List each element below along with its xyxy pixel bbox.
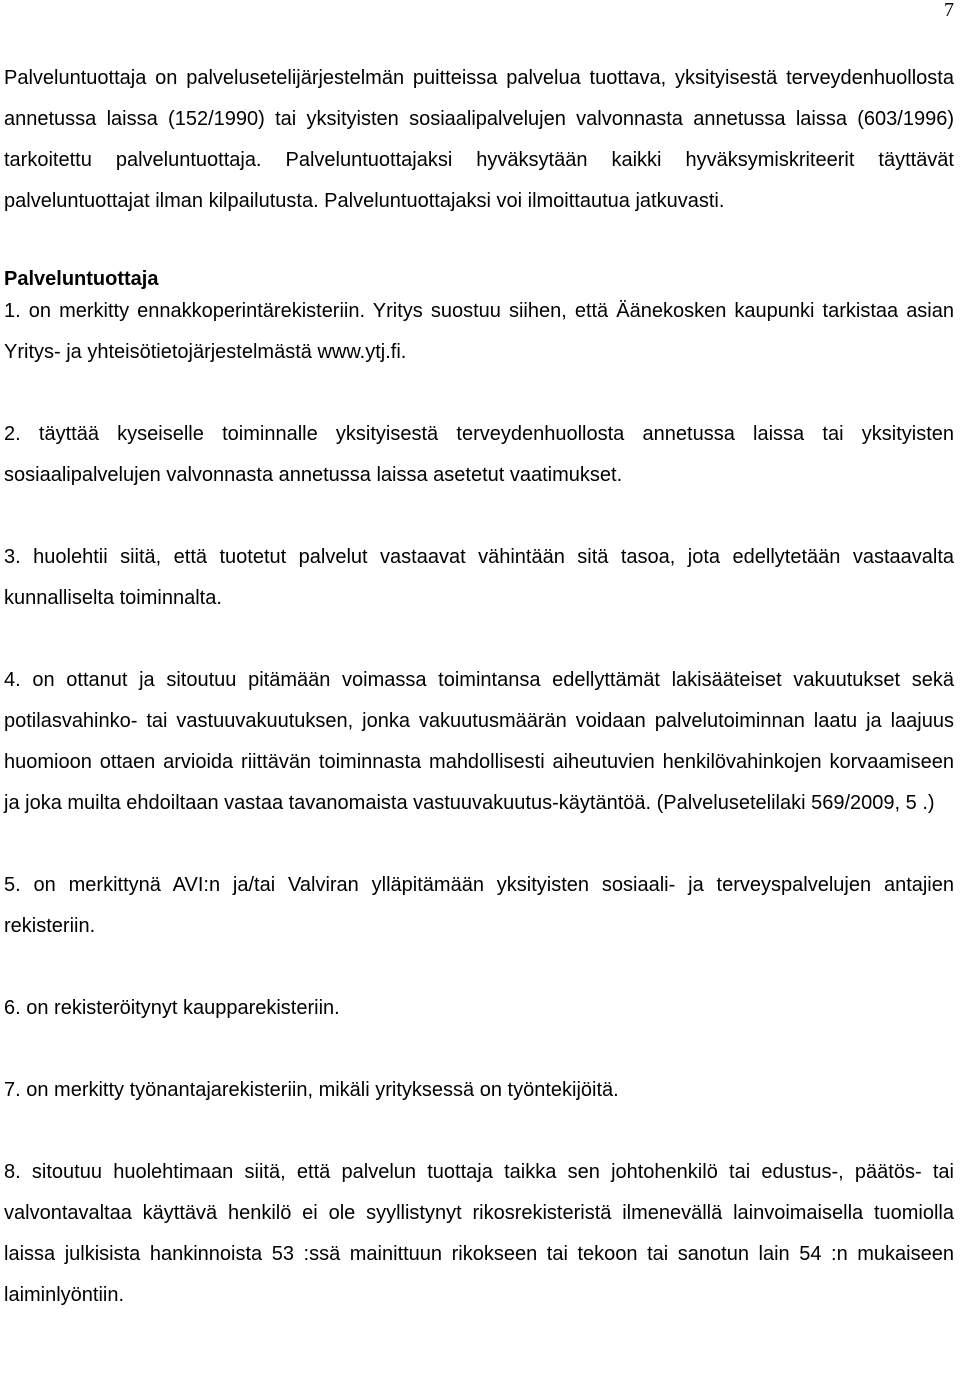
list-item-3: 3. huolehtii siitä, että tuotetut palvelut vastaavat vähintään sitä tasoa, jota edellytetään vastaavalta kunnalliselta toiminnalta.	[4, 546, 954, 609]
list-item-1: 1. on merkitty ennakkoperintärekisteriin. Yritys suostuu siihen, että Äänekosken kaupunki tarkistaa asian Yritys- ja yhteisötietojärjestelmästä www.ytj.fi.	[4, 300, 954, 363]
list-item-2: 2. täyttää kyseiselle toiminnalle yksityisestä terveydenhuollosta annetussa laissa tai yksityisten sosiaalipalvelujen valvonnasta annetussa laissa asetetut vaatimukset.	[4, 423, 954, 486]
document-body	[4, 58, 954, 1316]
list-item-8: 8. sitoutuu huolehtimaan siitä, että palvelun tuottaja taikka sen johtohenkilö tai edustus-, päätös- tai valvontavaltaa käyttävä henkilö ei ole syyllistynyt rikosrekisteristä ilmenevällä lainvoimaisella tuomiolla laissa julkisista hankinnoista 53 :ssä mainittuun rikokseen tai tekoon tai sanotun lain 54 :n mukaiseen laiminlyöntiin.	[4, 1161, 954, 1306]
intro-paragraph: Palveluntuottaja on palvelusetelijärjestelmän puitteissa palvelua tuottava, yksityisestä terveydenhuollosta annetussa laissa (152/1990) tai yksityisten sosiaalipalvelujen valvonnasta annetussa laissa (603/1996) tarkoitettu palveluntuottaja. Palveluntuottajaksi hyväksytään kaikki hyväksymiskriteerit täyttävät palveluntuottajat ilman kilpailutusta. Palveluntuottajaksi voi ilmoittautua jatkuvasti.	[4, 67, 954, 212]
list-item-7: 7. on merkitty työnantajarekisteriin, mikäli yrityksessä on työntekijöitä.	[4, 1079, 619, 1101]
section-heading: Palveluntuottaja	[4, 268, 159, 290]
page-number: 7	[944, 0, 954, 21]
list-item-6: 6. on rekisteröitynyt kaupparekisteriin.	[4, 997, 340, 1019]
list-item-4: 4. on ottanut ja sitoutuu pitämään voimassa toimintansa edellyttämät lakisääteiset vakuutukset sekä potilasvahinko- tai vastuuvakuutuksen, jonka vakuutusmäärän voidaan palvelutoiminnan laatu ja laajuus huomioon ottaen arvioida riittävän toiminnasta mahdollisesti aiheutuvien henkilövahinkojen korvaamiseen ja joka muilta ehdoiltaan vastaa tavanomaista vastuuvakuutus-käytäntöä. (Palvelusetelilaki 569/2009, 5 .)	[4, 669, 954, 814]
list-item-5: 5. on merkittynä AVI:n ja/tai Valviran ylläpitämään yksityisten sosiaali- ja terveyspalvelujen antajien rekisteriin.	[4, 874, 954, 937]
